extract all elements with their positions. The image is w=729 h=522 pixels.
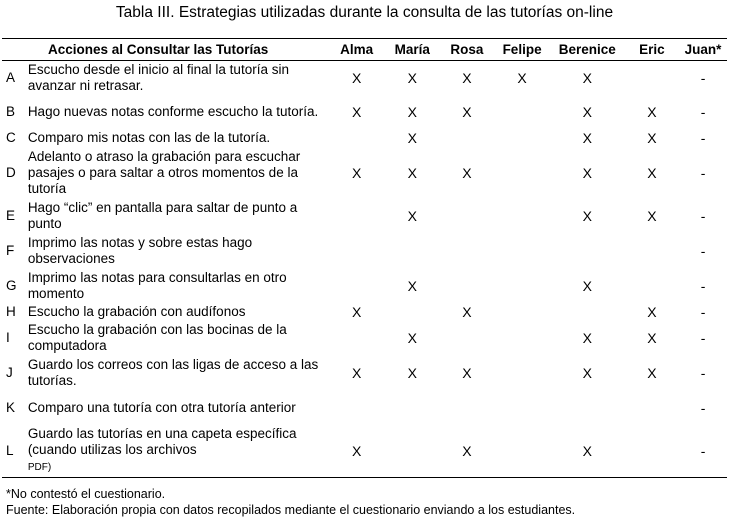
row-mark: - <box>700 243 706 259</box>
table-row <box>2 147 727 199</box>
row-mark: X <box>407 208 417 224</box>
row-action <box>28 130 329 147</box>
table-row <box>2 321 727 356</box>
row-mark <box>625 269 680 304</box>
footnote: *No contestó el cuestionario. <box>6 487 166 501</box>
row-mark: X <box>582 365 592 381</box>
row-action <box>28 321 329 356</box>
row-action-text: Escucho la grabación con audífonos <box>27 304 246 319</box>
header-alma: Alma <box>340 42 374 57</box>
row-action-text: Hago nuevas notas conforme escucho la tutoría. <box>27 104 319 119</box>
row-mark <box>385 234 440 269</box>
row-action-text: Guardo las tutorías en una capeta específica (cuando utilizas los archivos <box>27 426 297 458</box>
table-row <box>2 426 727 478</box>
row-mark <box>440 391 495 426</box>
row-letter: I <box>6 330 10 345</box>
row-mark: X <box>462 365 472 381</box>
row-mark <box>550 304 625 321</box>
row-letter: F <box>6 243 15 258</box>
row-mark <box>494 426 550 478</box>
row-mark <box>440 199 495 234</box>
row-mark: - <box>700 330 706 346</box>
row-mark: X <box>351 104 362 120</box>
row-mark <box>328 321 385 356</box>
row-mark <box>625 61 680 95</box>
row-mark: X <box>407 330 417 346</box>
row-mark <box>494 391 550 426</box>
row-mark <box>550 234 625 269</box>
row-mark <box>494 130 550 147</box>
table-notes <box>6 486 575 518</box>
row-mark: X <box>351 69 362 86</box>
table-caption: Tabla III. Estrategias utilizadas durante la consulta de las tutorías on-line <box>115 4 614 21</box>
row-mark <box>440 234 495 269</box>
row-mark <box>440 269 495 304</box>
row-action <box>28 426 329 478</box>
row-mark: X <box>407 130 417 146</box>
row-letter: D <box>6 164 16 180</box>
header-berenice: Berenice <box>558 42 616 57</box>
row-mark <box>494 147 550 199</box>
row-mark: X <box>517 69 527 86</box>
row-letter: K <box>6 400 16 415</box>
row-mark: X <box>407 69 417 86</box>
row-action <box>28 391 329 426</box>
row-mark: X <box>647 330 657 346</box>
row-mark <box>385 426 440 478</box>
row-mark: X <box>582 130 592 146</box>
table-row <box>2 61 727 95</box>
row-mark <box>328 234 385 269</box>
table-header-row <box>2 39 727 61</box>
row-mark: X <box>647 104 657 120</box>
row-mark: X <box>582 104 592 120</box>
row-mark: - <box>700 400 706 416</box>
row-mark: X <box>647 164 657 181</box>
header-juan: Juan* <box>684 42 722 57</box>
header-felipe: Felipe <box>502 42 542 57</box>
row-mark <box>494 269 550 304</box>
row-mark <box>328 269 385 304</box>
row-mark <box>328 391 385 426</box>
row-action <box>28 269 329 304</box>
row-action-text: Guardo los correos con las ligas de acceso a las tutorías. <box>27 357 319 388</box>
row-mark: X <box>462 104 472 120</box>
row-mark: X <box>582 164 592 181</box>
row-mark: X <box>407 278 417 294</box>
row-mark: - <box>700 278 706 294</box>
row-mark <box>494 95 550 130</box>
row-mark: X <box>407 164 417 181</box>
row-mark <box>494 234 550 269</box>
row-action <box>28 356 329 391</box>
row-mark <box>494 321 550 356</box>
row-mark: X <box>582 330 592 346</box>
row-mark: X <box>647 365 657 381</box>
row-mark: X <box>462 304 472 320</box>
row-mark: X <box>351 164 362 181</box>
row-letter: A <box>6 69 16 85</box>
row-letter: E <box>6 208 16 223</box>
row-mark: - <box>700 104 706 120</box>
row-mark <box>328 199 385 234</box>
row-mark <box>440 130 495 147</box>
header-rosa: Rosa <box>450 42 484 57</box>
row-mark <box>328 130 385 147</box>
row-mark <box>625 234 680 269</box>
row-action <box>28 199 329 234</box>
row-mark: X <box>462 69 472 86</box>
row-mark: - <box>700 130 706 146</box>
row-mark: X <box>582 278 592 294</box>
row-action <box>28 95 329 130</box>
row-mark <box>494 304 550 321</box>
row-action-small-text: PDF) <box>27 462 52 474</box>
row-mark: X <box>647 208 657 224</box>
row-action-text: Comparo mis notas con las de la tutoría. <box>27 130 271 145</box>
row-mark: X <box>462 164 472 181</box>
row-letter: H <box>6 304 16 319</box>
row-action <box>28 147 329 199</box>
row-mark: X <box>407 365 417 381</box>
row-mark: - <box>700 365 706 381</box>
header-eric: Eric <box>639 42 665 57</box>
row-mark: - <box>700 443 706 460</box>
row-action-text: Comparo una tutoría con otra tutoría anterior <box>27 400 296 415</box>
row-mark: X <box>647 130 657 146</box>
row-mark: X <box>407 104 417 120</box>
row-mark: X <box>582 443 592 460</box>
table-row <box>2 130 727 147</box>
row-action-text: Imprimo las notas y sobre estas hago observaciones <box>27 235 253 266</box>
row-mark: - <box>700 69 706 86</box>
row-mark: X <box>582 208 592 224</box>
row-mark <box>550 391 625 426</box>
row-action <box>28 61 329 95</box>
row-mark: X <box>582 69 592 86</box>
row-mark: X <box>351 304 362 320</box>
row-action-text: Escucho la grabación con las bocinas de la computadora <box>27 322 287 353</box>
row-letter: B <box>6 104 16 119</box>
table-row <box>2 356 727 391</box>
source-note: Fuente: Elaboración propia con datos recopilados mediante el cuestionario enviando a los estudiantes. <box>6 503 576 517</box>
row-mark <box>385 304 440 321</box>
row-mark: X <box>351 365 362 381</box>
row-letter: C <box>6 130 16 145</box>
strategies-table <box>2 38 727 478</box>
row-action-text: Escucho desde el inicio al final la tutoría sin avanzar ni retrasar. <box>27 61 289 93</box>
row-letter: L <box>6 443 14 459</box>
row-action <box>28 304 329 321</box>
header-actions: Acciones al Consultar las Tutorías <box>48 42 269 57</box>
row-mark: - <box>700 304 706 320</box>
row-letter: G <box>6 278 17 293</box>
table-row <box>2 269 727 304</box>
row-mark <box>494 199 550 234</box>
table-body <box>2 61 727 478</box>
table-row <box>2 304 727 321</box>
row-action-text: Hago “clic” en pantalla para saltar de punto a punto <box>27 200 298 231</box>
row-mark: - <box>700 164 706 181</box>
table-row <box>2 199 727 234</box>
row-letter: J <box>6 365 13 380</box>
header-maria: María <box>394 42 430 57</box>
row-mark <box>494 356 550 391</box>
row-mark <box>385 391 440 426</box>
table-row <box>2 95 727 130</box>
row-mark: - <box>700 208 706 224</box>
row-mark <box>625 426 680 478</box>
table-row <box>2 391 727 426</box>
row-action-text: Imprimo las notas para consultarlas en otro momento <box>27 270 287 301</box>
row-mark <box>625 391 680 426</box>
row-action <box>28 234 329 269</box>
row-mark: X <box>351 443 362 460</box>
row-mark <box>440 321 495 356</box>
row-mark: X <box>647 304 657 320</box>
row-mark: X <box>462 443 472 460</box>
table-row <box>2 234 727 269</box>
row-action-text: Adelanto o atraso la grabación para escuchar pasajes o para saltar a otros momentos de la tutoría <box>27 148 301 196</box>
